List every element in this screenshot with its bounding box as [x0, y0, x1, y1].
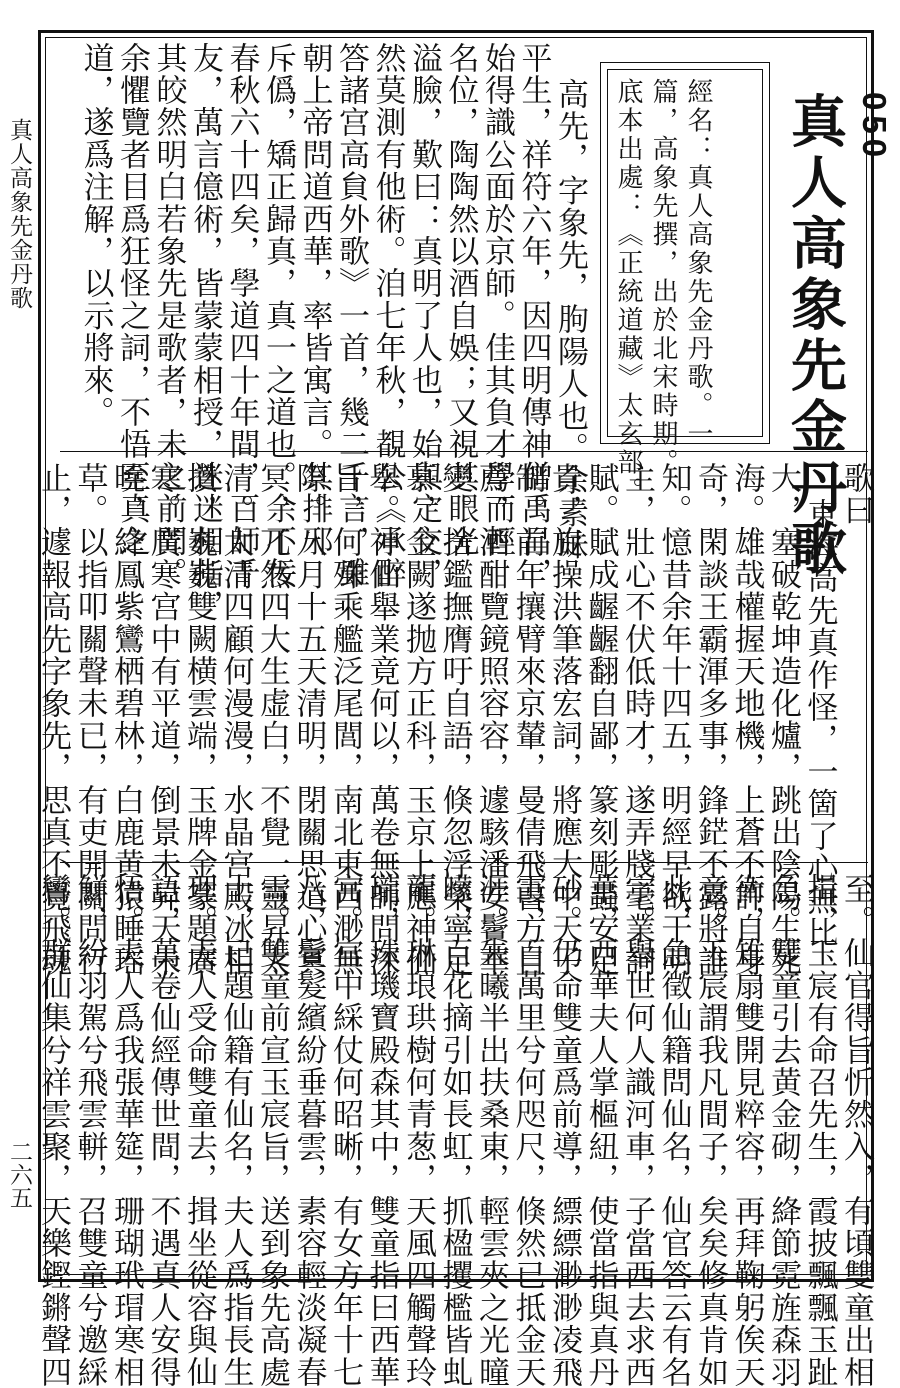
song-line: 貴，旋操洪筆落宏詞，將應大中天子	[546, 462, 582, 978]
song-line: 八，鬢髮繽紛垂暮雲，素容輕淡凝春	[290, 873, 327, 1388]
song-heading: 歌曰	[838, 462, 874, 527]
song-line: 鮮，紛羽駕兮飛雲軿，召雙童兮邀綵	[71, 873, 108, 1388]
song-line: 賦。賦成齷齷翻自鄙，篆刻彫蟲安足	[582, 462, 619, 978]
song-line: 字。舉世何人識河車，子當西去求西	[619, 873, 655, 1388]
song-line: 制。前年攘臂來京輦，曼倩飛書方自	[509, 462, 546, 978]
song-line: 理。夫人受命雙童去，揖坐從容與仙	[181, 873, 217, 1388]
song-line: 變。捨鑑撫膺吁自語，倏忽浮榮寧足	[436, 462, 473, 978]
scripture-number: 050	[856, 92, 893, 163]
preface-line: 道，遂爲注解，以示將來。	[77, 42, 114, 429]
info-line: 底本出處：《正統道藏》太玄部。	[613, 78, 643, 506]
running-title: 真人高象先金丹歌	[6, 118, 32, 310]
preface-line: 始得識公面於京師。佳其負才學而輕	[479, 42, 515, 558]
song-line: 大，塞破乾坤造化爐，跳出陰陽生死	[765, 462, 801, 978]
preface-line: 答諸宫高貟外歌》一首，幾二千言，雖	[333, 42, 369, 590]
song-line: 曚，百花摘引如長虹，抓楹攫檻皆虬	[436, 873, 473, 1388]
song-line: 華，西華夫人掌樞紐，使當指與真丹	[582, 873, 619, 1388]
song-line: 奇，閑談王霸渾多事，鋒鋩不露將誰	[692, 462, 728, 978]
preface-line: 然莫測有他術。洎七年秋，覩公《承醉	[369, 42, 406, 590]
song-line: 鸞。群仙集兮祥雲聚，天樂鏗鏘聲四	[35, 873, 71, 1388]
song-line: 舉。神仙舉業竟何以，萬卷無師問深	[363, 462, 400, 978]
song-line: 此，急徵仙籍問仙名，仙官答云有名	[655, 873, 692, 1388]
song-line: 海。雄哉權握天地機，上蒼不許自身	[728, 462, 765, 978]
song-line: 慕，金闕遂抛方正科，玉京上應神仙	[400, 462, 436, 978]
preface-line: 溢臉，歎曰：真明了人也，始與定交，	[406, 42, 442, 590]
song-line: 士，已題仙籍有仙名，夫人爲指長生	[217, 873, 254, 1388]
song-line: 旨，何殊乘艦泛尾閭，南北東西渺無	[327, 462, 363, 978]
info-line: 篇，高象先撰，出於北宋時期。	[648, 78, 678, 477]
preface-line: 余懼覽者目爲狂怪之詞，不悟至真之	[114, 42, 150, 558]
song-line: 清。太清四顧何漫漫，水晶宫殿冰相	[217, 462, 254, 978]
song-line: 至。仙官得旨忻然入，有頃雙童出相	[838, 873, 874, 1388]
song-line: 草。以指叩關聲未已，有吏開關問行	[71, 462, 108, 978]
song-line: 冥，兀然四大生虚白，不覺一靈昇太	[254, 462, 290, 978]
song-line: 止，遽報高先字象先，思真不覺飛魂	[35, 462, 71, 978]
preface-line: 斥僞，矯正歸真，真一之道也。余不佞	[260, 42, 296, 590]
song-line: 薦，酒酣覽鏡照容容，遽駭潘安鬢華	[473, 462, 509, 978]
song-line: 龍。琳琅珙樹何青葱，天風四觸聲玲	[400, 873, 436, 1388]
song-line: 東海高先真作怪，一箇了心無比	[801, 498, 838, 949]
preface-line: 春秋六十四矣，學道四十年間，百師千	[223, 42, 260, 590]
song-line: 曉，絳鳳紫鸞栖碧林，白鹿黄猿睡瑶	[108, 462, 144, 978]
info-box-text	[610, 78, 715, 506]
song-line: 主，壯心不伏低時才，遂弄牋毫業詞	[619, 462, 655, 978]
song-line: 砂。仍命雙童爲前導，縹縹渺渺凌飛	[546, 873, 582, 1388]
preface-line: 其皎然明白若象先是歌者，未之前聞。	[150, 42, 187, 590]
song-line: 瓏，珠璣寶殿森其中，雙童指曰西華	[363, 873, 400, 1388]
song-line: 急。雙童引去黄金砌，絳節霓旌森羽	[765, 873, 801, 1388]
song-line: 際。八月十五天清明，閉關思道心冥	[290, 462, 327, 978]
song-line: 意。玉宸謂我凡間子，矣矣修真肯如	[692, 873, 728, 1388]
song-line: 語，萬卷仙經傳世間，不遇真人安得	[144, 873, 181, 1388]
song-line: 宫。宫中綵仗何昭晰，有女方年十七	[327, 873, 363, 1388]
song-line: 揖，玉宸有命召先生，霞披飄飄玉趾	[801, 873, 838, 1388]
preface-line: 名位，陶陶然以酒自娛；又視其眼光	[442, 42, 479, 558]
song-line: 寒。廣寒宫中有平道，倒景未昇天未	[144, 462, 181, 978]
song-lower	[35, 873, 874, 1388]
song-line: 衛，雉扇雙開見粹容，再拜鞠躬俟天	[728, 873, 765, 1388]
song-line: 雪。雙童前宣玉宸旨，送到象先高處	[254, 873, 290, 1388]
song-line: 攢，巍巍雙闕横雲端，玉牌金篆題廣	[181, 462, 217, 978]
info-line: 經名：真人高象先金丹歌。一	[683, 78, 713, 449]
song-line: 霞，百萬里兮何咫尺，倏然已抵金天	[509, 873, 546, 1388]
preface-line: 高先，字象先，朐陽人也。余素昧	[552, 78, 588, 561]
preface-line: 朝上帝問道西華，率皆寓言。其排邪	[296, 42, 333, 558]
song-line: 涯。朱曦半出扶桑東，輕雲夾之光曈	[473, 873, 509, 1388]
song-line: 知。憶昔余年十四五，明經早欲干明	[655, 462, 692, 978]
page-number: 二六五	[6, 1140, 32, 1209]
scripture-title-text: 真人高象先金丹歌	[782, 92, 847, 580]
preface-line: 平生，祥符六年，因四明傳神僧禹昌，	[515, 42, 552, 590]
preface-line: 友，萬言億術，皆蒙蒙相授，迷迷相指，	[187, 42, 223, 622]
song-line: 悟。夫人爲我張華筵，珊瑚玳瑁寒相	[108, 873, 144, 1388]
